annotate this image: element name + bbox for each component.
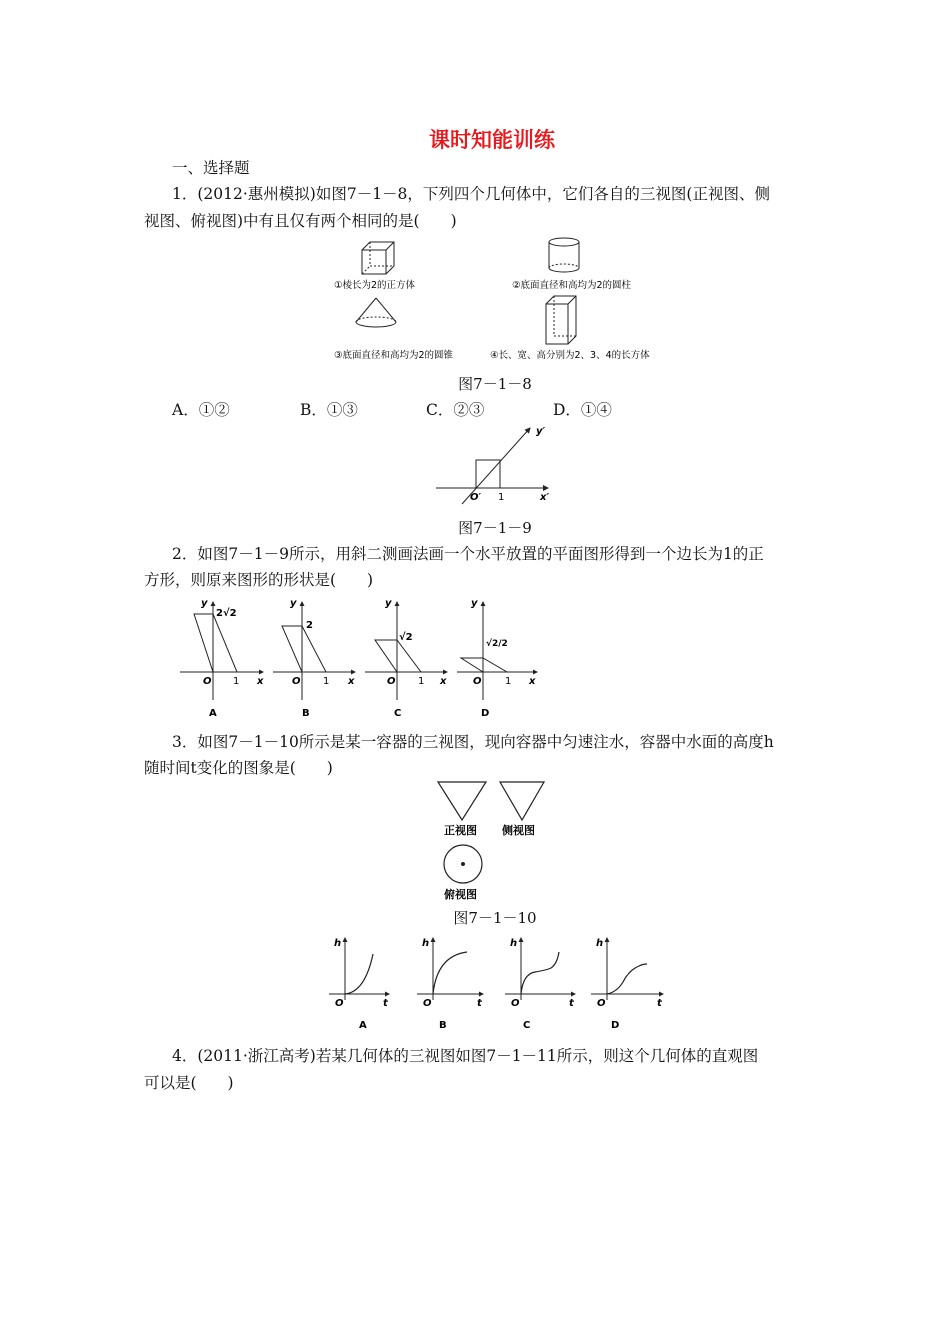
cylinder-figure (549, 238, 579, 272)
q1-option-c[interactable]: C．②③ (426, 401, 485, 419)
q3-graph-d (591, 938, 663, 1031)
svg-text:O: O (423, 998, 432, 1009)
q2-line2: 方形，则原来图形的形状是( ) (144, 571, 374, 589)
fig9-one: 1 (498, 492, 505, 503)
svg-text:2√2: 2√2 (216, 608, 237, 619)
svg-text:y: y (290, 598, 297, 609)
svg-text:h: h (422, 938, 430, 949)
fig8-caption: 图7－1－8 (458, 375, 532, 393)
q2-graph-d (457, 598, 537, 719)
q4-line2: 可以是( ) (144, 1074, 234, 1092)
svg-text:2: 2 (306, 620, 313, 631)
q1-option-d[interactable]: D．①④ (553, 401, 612, 419)
svg-text:h: h (334, 938, 342, 949)
front-view-label: 正视图 (444, 824, 477, 837)
q3-letter-c[interactable]: C (523, 1020, 531, 1031)
svg-text:h: h (596, 938, 604, 949)
q2-option-graphs (175, 596, 545, 721)
q3-option-graphs (325, 934, 670, 1032)
svg-text:y: y (201, 598, 208, 609)
fig9-origin: O′ (470, 492, 482, 503)
svg-text:x: x (257, 676, 264, 687)
q3-graph-b (417, 938, 483, 1031)
side-view-label: 侧视图 (502, 824, 535, 837)
q3-line2: 随时间t变化的图象是( ) (144, 759, 333, 777)
svg-text:O: O (292, 676, 301, 687)
q1-option-b[interactable]: B．①③ (300, 401, 358, 419)
q2-letter-c[interactable]: C (394, 708, 402, 719)
q3-graph-c (505, 938, 575, 1031)
fig9-y-label: y′ (536, 426, 546, 437)
svg-text:O: O (203, 676, 212, 687)
q2-graph-c (365, 598, 447, 719)
side-view-triangle (500, 782, 544, 820)
svg-text:1: 1 (505, 676, 512, 687)
figure-7-1-10 (430, 776, 570, 904)
svg-text:x: x (348, 676, 355, 687)
box-figure (546, 296, 576, 344)
q2-letter-d[interactable]: D (481, 708, 490, 719)
svg-text:√2/2: √2/2 (486, 639, 508, 649)
q2-graph-a (180, 598, 264, 719)
svg-text:t: t (569, 998, 574, 1009)
svg-text:t: t (477, 998, 482, 1009)
fig8-label-3: ③底面直径和高均为2的圆锥 (334, 350, 454, 361)
q3-graph-a (329, 938, 389, 1031)
svg-text:1: 1 (323, 676, 330, 687)
fig8-label-4: ④长、宽、高分别为2、3、4的长方体 (490, 350, 650, 361)
figure-7-1-9 (430, 420, 570, 510)
q2-line1: 2．如图7－1－9所示，用斜二测画法画一个水平放置的平面图形得到一个边长为1的正 (172, 545, 764, 563)
q1-line1: 1．(2012·惠州模拟)如图7－1－8，下列四个几何体中，它们各自的三视图(正视图、侧 (172, 185, 770, 203)
fig8-label-2: ②底面直径和高均为2的圆柱 (512, 280, 632, 291)
svg-text:x: x (440, 676, 447, 687)
svg-text:√2: √2 (399, 632, 413, 643)
top-view-label: 俯视图 (444, 888, 477, 901)
svg-text:O: O (335, 998, 344, 1009)
svg-text:t: t (383, 998, 388, 1009)
cube-figure (362, 242, 394, 274)
cone-figure (356, 298, 396, 327)
svg-text:t: t (657, 998, 662, 1009)
q1-line2: 视图、俯视图)中有且仅有两个相同的是( ) (144, 212, 457, 230)
q3-line1: 3．如图7－1－10所示是某一容器的三视图，现向容器中匀速注水，容器中水面的高度h (172, 733, 774, 751)
svg-text:O: O (387, 676, 396, 687)
q2-letter-a[interactable]: A (209, 708, 217, 719)
svg-text:1: 1 (418, 676, 425, 687)
fig10-caption: 图7－1－10 (453, 909, 537, 927)
fig8-label-1: ①棱长为2的正方体 (334, 280, 416, 291)
q3-letter-a[interactable]: A (359, 1020, 367, 1031)
q3-letter-b[interactable]: B (439, 1020, 447, 1031)
q1-option-a[interactable]: A．①② (172, 401, 230, 419)
fig9-x-label: x′ (540, 492, 550, 503)
fig9-caption: 图7－1－9 (458, 519, 532, 537)
svg-text:O: O (473, 676, 482, 687)
figure-7-1-8 (320, 230, 680, 370)
svg-text:y: y (471, 598, 478, 609)
svg-text:O: O (511, 998, 520, 1009)
svg-text:y: y (385, 598, 392, 609)
q2-letter-b[interactable]: B (302, 708, 310, 719)
front-view-triangle (438, 782, 486, 820)
svg-text:h: h (510, 938, 518, 949)
q2-graph-b (273, 598, 355, 719)
q3-letter-d[interactable]: D (611, 1020, 620, 1031)
svg-text:O: O (597, 998, 606, 1009)
q4-line1: 4．(2011·浙江高考)若某几何体的三视图如图7－1－11所示，则这个几何体的直观图 (172, 1047, 759, 1065)
svg-text:x: x (529, 676, 536, 687)
svg-text:1: 1 (233, 676, 240, 687)
section-heading: 一、选择题 (172, 159, 250, 177)
page-title: 课时知能训练 (429, 127, 555, 152)
